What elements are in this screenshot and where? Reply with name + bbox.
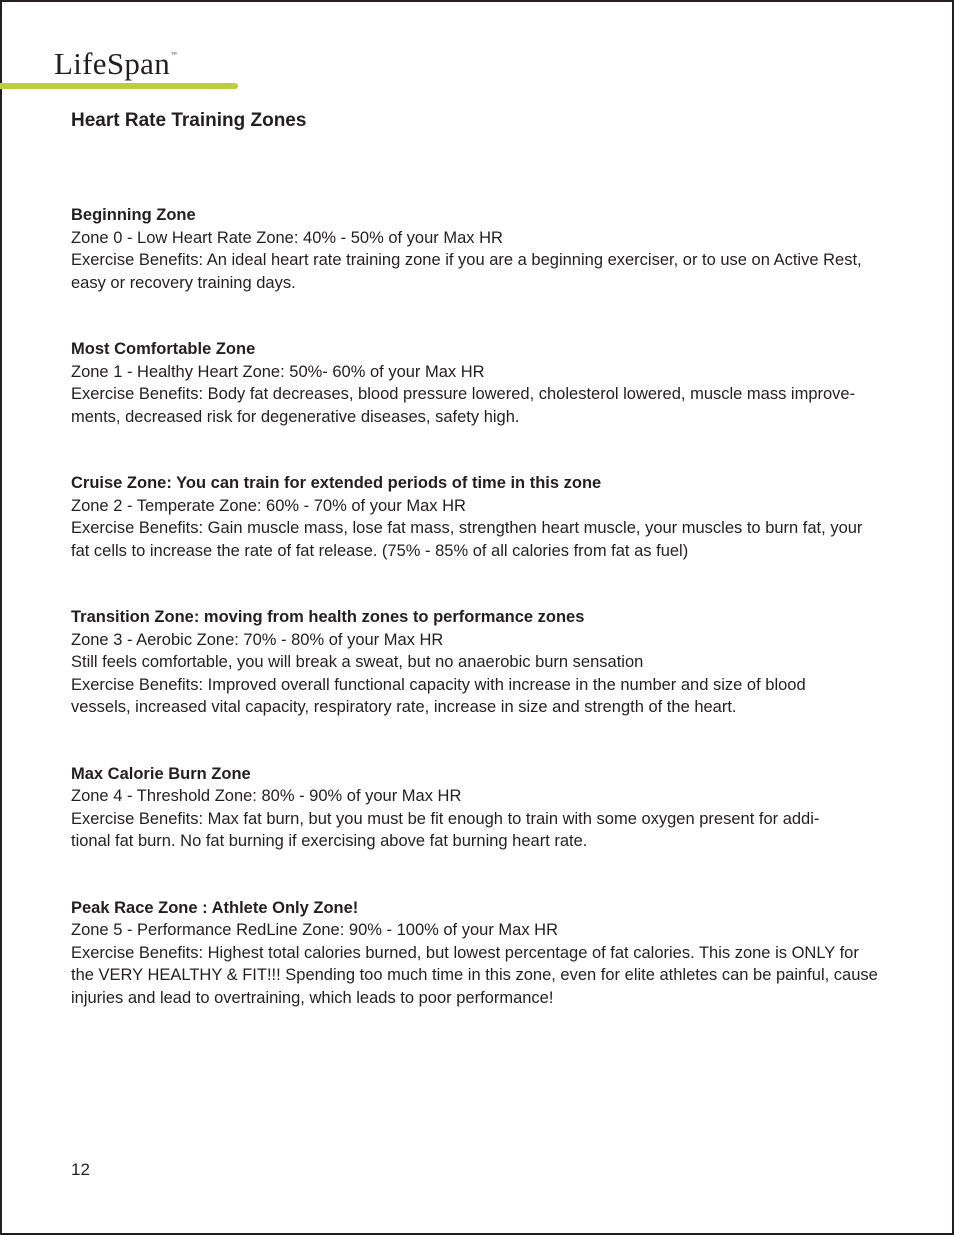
zone-heading: Max Calorie Burn Zone [71,764,251,783]
zone-detail: Exercise Benefits: Highest total calories burned, but lowest percentage of fat calories. This zone is ONLY for [71,943,859,962]
zone-detail: Exercise Benefits: Improved overall functional capacity with increase in the number and size of blood [71,675,806,694]
zone-detail: Exercise Benefits: An ideal heart rate training zone if you are a beginning exerciser, or to use on Active Rest, [71,251,862,269]
zones-list [71,204,921,1053]
zone-section-1 [71,338,921,428]
zone-heading: Peak Race Zone : Athlete Only Zone! [71,898,359,917]
zone-range: Zone 2 - Temperate Zone: 60% - 70% of your Max HR [71,496,466,515]
zone-detail: easy or recovery training days. [71,273,296,292]
zone-range: Zone 0 - Low Heart Rate Zone: 40% - 50% of your Max HR [71,228,503,247]
zone-detail: Exercise Benefits: Gain muscle mass, lose fat mass, strengthen heart muscle, your muscles to burn fat, your [71,519,863,537]
zone-detail: vessels, increased vital capacity, respiratory rate, increase in size and strength of the heart. [71,698,737,716]
zone-detail: Exercise Benefits: Body fat decreases, blood pressure lowered, cholesterol lowered, muscle mass improve- [71,385,856,403]
zone-detail: the VERY HEALTHY & FIT!!! Spending too much time in this zone, even for elite athletes can be painful, cause [71,966,878,984]
brand-name: LifeSpan [54,46,171,81]
zone-section-5 [71,897,921,1010]
zone-detail: fat cells to increase the rate of fat release. (75% - 85% of all calories from fat as fuel) [71,541,689,560]
zone-detail: injuries and lead to overtraining, which leads to poor performance! [71,988,554,1007]
zone-detail: tional fat burn. No fat burning if exercising above fat burning heart rate. [71,832,588,850]
zone-section-3 [71,606,921,719]
zone-heading: Beginning Zone [71,206,196,224]
zone-heading: Most Comfortable Zone [71,340,256,358]
zone-range: Zone 4 - Threshold Zone: 80% - 90% of your Max HR [71,787,462,805]
page-number: 12 [71,1160,90,1179]
zone-section-2 [71,472,921,562]
zone-detail: Still feels comfortable, you will break a sweat, but no anaerobic burn sensation [71,653,644,671]
brand-accent-bar [0,83,238,89]
zone-range: Zone 1 - Healthy Heart Zone: 50%- 60% of your Max HR [71,362,485,381]
zone-section-0 [71,204,921,294]
zone-detail: ments, decreased risk for degenerative diseases, safety high. [71,407,520,426]
trademark-mark: ™ [171,52,178,58]
zone-heading: Cruise Zone: You can train for extended periods of time in this zone [71,474,602,492]
lifespan-logo [54,48,177,79]
zone-range: Zone 3 - Aerobic Zone: 70% - 80% of your Max HR [71,630,444,649]
zone-section-4 [71,763,921,853]
zone-detail: Exercise Benefits: Max fat burn, but you must be fit enough to train with some oxygen present for addi- [71,809,820,828]
page-title: Heart Rate Training Zones [71,110,307,131]
zone-heading: Transition Zone: moving from health zones to performance zones [71,608,585,626]
zone-range: Zone 5 - Performance RedLine Zone: 90% - 100% of your Max HR [71,921,558,939]
